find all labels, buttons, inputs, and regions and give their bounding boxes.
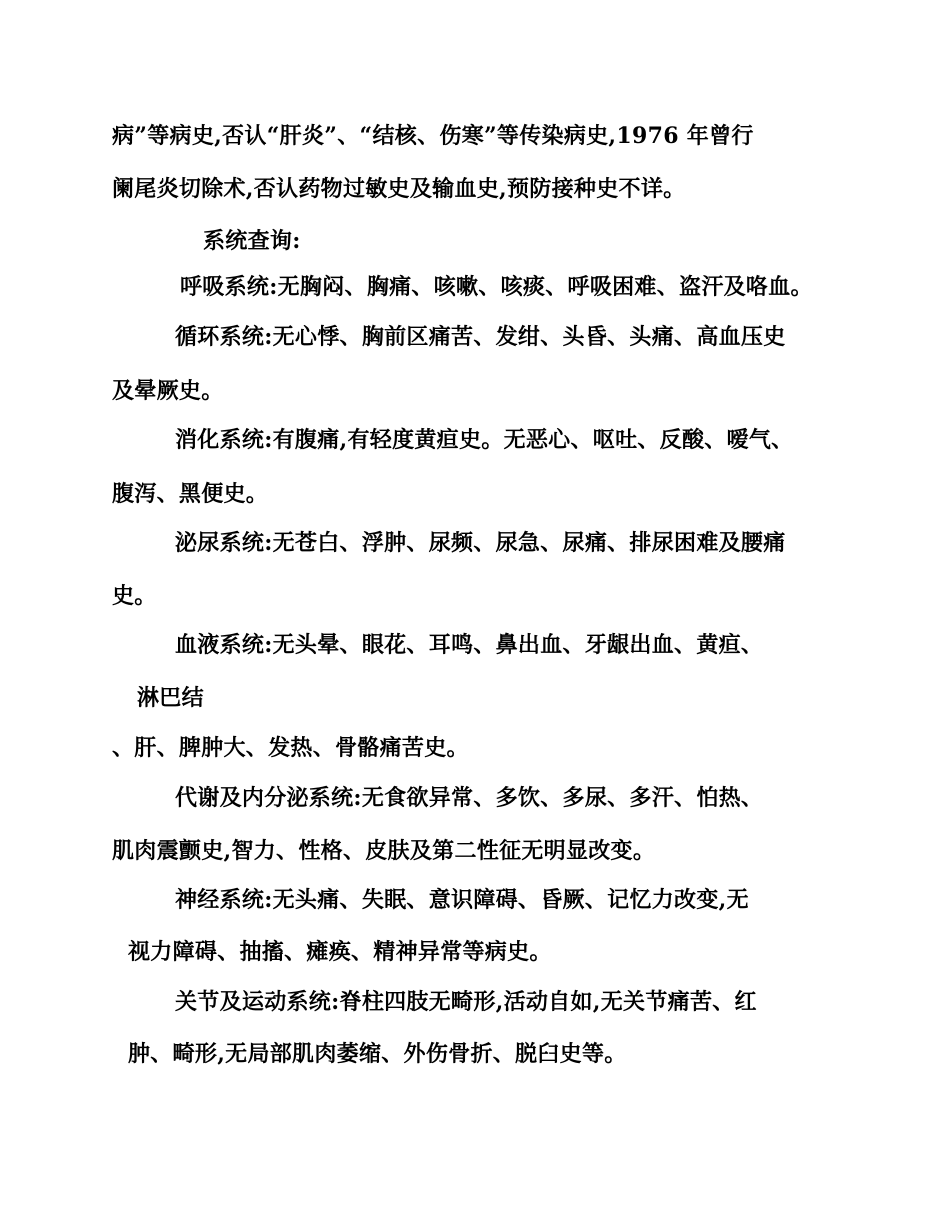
text-line: 视力障碍、抽搐、瘫痪、精神异常等病史。 <box>128 939 552 965</box>
circulatory-system-line: 循环系统:无心悸、胸前区痛苦、发绀、头昏、头痛、高血压史 <box>175 324 786 350</box>
text-line: 肌肉震颤史,智力、性格、皮肤及第二性征无明显改变。 <box>112 838 656 864</box>
nervous-system-line: 神经系统:无头痛、失眠、意识障碍、昏厥、记忆力改变,无 <box>175 887 749 913</box>
text-line: 阑尾炎切除术,否认药物过敏史及输血史,预防接种史不详。 <box>112 176 686 202</box>
digestive-system-line: 消化系统:有腹痛,有轻度黄疸史。无恶心、呕吐、反酸、嗳气、 <box>175 427 794 453</box>
joint-motor-system-line: 关节及运动系统:脊柱四肢无畸形,活动自如,无关节痛苦、红 <box>175 989 757 1015</box>
respiratory-system-line: 呼吸系统:无胸闷、胸痛、咳嗽、咳痰、呼吸困难、盗汗及咯血。 <box>180 274 813 300</box>
text-line: 肿、畸形,无局部肌肉萎缩、外伤骨折、脱臼史等。 <box>128 1041 627 1067</box>
text-line: 腹泻、黑便史。 <box>112 481 269 507</box>
metabolic-endocrine-system-line: 代谢及内分泌系统:无食欲异常、多饮、多尿、多汗、怕热、 <box>175 785 764 811</box>
text-line: 淋巴结 <box>137 685 204 711</box>
text-line: 病”等病史,否认“肝炎”、“结核、伤寒”等传染病史,1976 年曾行 <box>112 123 754 149</box>
section-heading: 系统查询: <box>203 228 301 254</box>
urinary-system-line: 泌尿系统:无苍白、浮肿、尿频、尿急、尿痛、排尿困难及腰痛 <box>175 530 786 556</box>
text-line: 史。 <box>112 583 157 609</box>
blood-system-line: 血液系统:无头晕、眼花、耳鸣、鼻出血、牙龈出血、黄疸、 <box>175 632 764 658</box>
text-line: 及晕厥史。 <box>112 378 224 404</box>
text-line: 、肝、脾肿大、发热、骨骼痛苦史。 <box>112 735 469 761</box>
